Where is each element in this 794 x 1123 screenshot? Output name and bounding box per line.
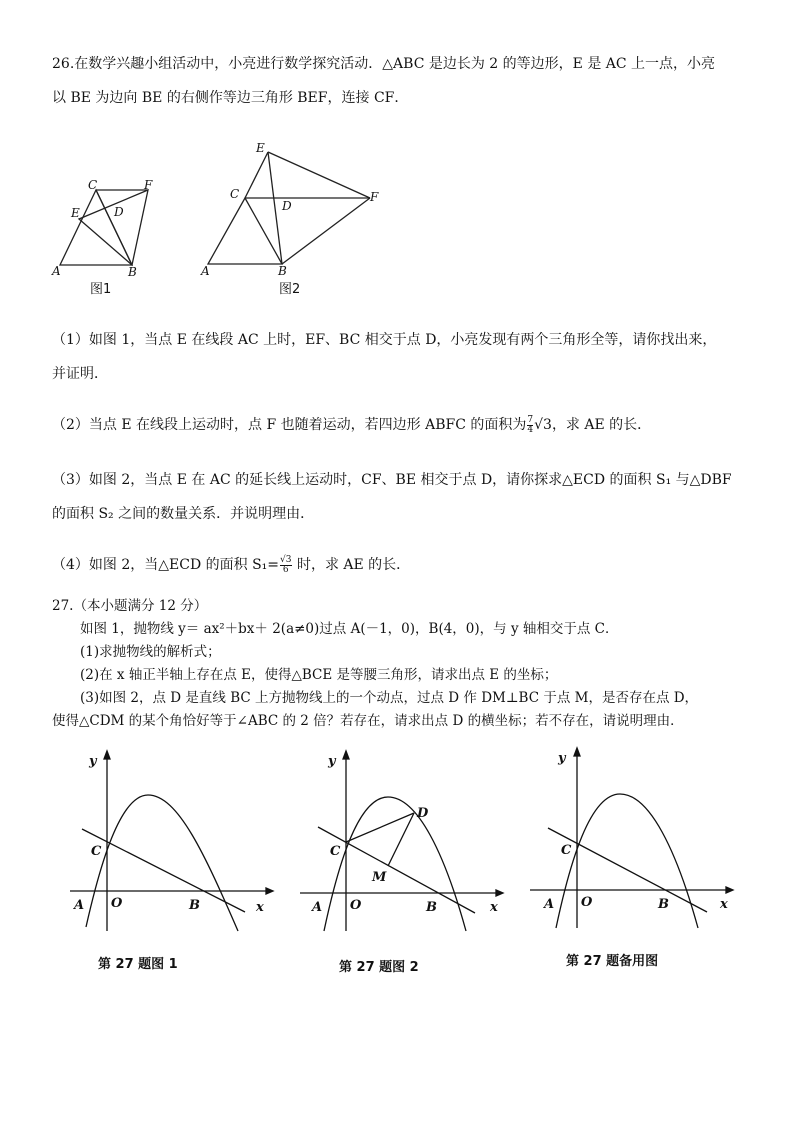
segment-ef: [268, 152, 370, 198]
label: C: [91, 844, 102, 859]
q27-sub3-line1: (3)如图 2，点 D 是直线 BC 上方抛物线上的一个动点，过点 D 作 DM⊥BC 于点 M，是否存在点 D，: [80, 690, 699, 706]
label: C: [230, 187, 240, 201]
segment-dm: [388, 813, 414, 866]
q26-figure-2: [198, 138, 388, 298]
x-arrow: [496, 890, 503, 896]
q26-intro-line2: 以 BE 为边向 BE 的右侧作等边三角形 BEF，连接 CF．: [52, 90, 409, 106]
q27-sub3-line2: 使得△CDM 的某个角恰好等于∠ABC 的 2 倍？若存在，请求出点 D 的横坐标；若不存在，请说明理由．: [52, 713, 684, 729]
segment-ce: [245, 152, 268, 198]
q26-intro-line1: 26.在数学兴趣小组活动中，小亮进行数学探究活动．△ABC 是边长为 2 的等边形，E 是 AC 上一点，小亮: [52, 56, 716, 72]
q26-part2-text: （2）当点 E 在线段上运动时，点 F 也随着运动，若四边形 ABFC 的面积为: [52, 417, 527, 433]
q26-part4-text: （4）如图 2，当△ECD 的面积 S₁=: [52, 557, 280, 573]
figure-2-caption: 图2: [279, 282, 301, 297]
fraction: [280, 556, 291, 575]
label: A: [201, 264, 210, 278]
q26-figure-1: [48, 175, 158, 295]
q26-part3-line1: （3）如图 2，当点 E 在 AC 的延长线上运动时，CF、BE 相交于点 D，请你探求△ECD 的面积 S₁ 与△DBF: [52, 472, 732, 488]
parabola: [324, 797, 466, 931]
fraction-denominator: 4: [527, 424, 534, 435]
label: x: [490, 900, 498, 915]
fraction-numerator: 7: [527, 414, 534, 425]
label: B: [278, 264, 287, 278]
label: O: [111, 896, 123, 911]
parabola: [86, 795, 238, 931]
y-arrow: [343, 751, 349, 759]
y-arrow: [104, 751, 110, 759]
q26-part1-line2: 并证明．: [52, 366, 108, 382]
q26-part2: [52, 415, 651, 435]
segment-cb: [96, 190, 132, 265]
label: M: [372, 870, 387, 885]
label: y: [558, 751, 566, 766]
segment-eb: [268, 152, 282, 264]
label: C: [88, 178, 98, 192]
label: A: [52, 264, 61, 278]
label: D: [114, 205, 124, 219]
label: y: [328, 754, 336, 769]
figure-1-caption: 图1: [90, 282, 112, 297]
label: F: [370, 190, 379, 204]
triangle-abc: [208, 198, 282, 264]
q26-part4: [52, 555, 410, 575]
q27-stem: 如图 1，抛物线 y＝ ax²＋bx＋ 2(a≠0)过点 A(－1，0)，B(4，0)，与 y 轴相交于点 C．: [80, 621, 619, 637]
q26-part3-line2: 的面积 S₂ 之间的数量关系．并说明理由．: [52, 506, 315, 522]
label: F: [144, 178, 153, 192]
q27-sub1: (1)求抛物线的解析式；: [80, 644, 221, 660]
q27-graph-2: [290, 745, 505, 935]
q26-part1-line1: （1）如图 1，当点 E 在线段 AC 上时，EF、BC 相交于点 D，小亮发现有两个三角形全等，请你找出来，: [52, 332, 717, 348]
line-bc: [318, 827, 475, 913]
label: C: [561, 843, 572, 858]
graph-1-caption: 第 27 题图 1: [98, 957, 178, 972]
label: B: [128, 265, 137, 279]
q26-part4-tail: 时，求 AE 的长．: [292, 557, 411, 573]
q27-sub2: (2)在 x 轴正半轴上存在点 E，使得△BCE 是等腰三角形，请求出点 E 的坐标；: [80, 667, 558, 683]
segment-bf: [282, 198, 370, 264]
x-arrow: [266, 888, 273, 894]
fraction-denominator: 6: [282, 564, 289, 575]
label: B: [658, 897, 669, 912]
segment-cd: [346, 813, 414, 842]
label: O: [581, 895, 593, 910]
y-arrow: [574, 748, 580, 756]
label: O: [350, 898, 362, 913]
label: E: [256, 141, 265, 155]
label: D: [417, 806, 429, 821]
label: A: [74, 898, 85, 913]
graph-3-caption: 第 27 题备用图: [566, 954, 659, 969]
label: D: [282, 199, 292, 213]
graph-2-caption: 第 27 题图 2: [339, 960, 419, 975]
q26-part2-tail: ，求 AE 的长．: [551, 417, 652, 433]
label: x: [720, 897, 728, 912]
label: x: [256, 900, 264, 915]
sqrt-three: √3: [534, 417, 552, 433]
fraction-numerator: √3: [280, 554, 292, 565]
q27-graph-3: [520, 742, 735, 932]
x-arrow: [726, 887, 733, 893]
label: E: [71, 206, 80, 220]
fraction: [527, 416, 533, 435]
label: A: [312, 900, 323, 915]
line-bc: [548, 828, 707, 912]
label: B: [426, 900, 437, 915]
label: y: [89, 754, 97, 769]
q27-graph-1: [60, 745, 275, 935]
q27-title: 27.（本小题满分 12 分）: [52, 598, 208, 614]
label: C: [330, 844, 341, 859]
label: B: [189, 898, 200, 913]
label: A: [544, 897, 555, 912]
